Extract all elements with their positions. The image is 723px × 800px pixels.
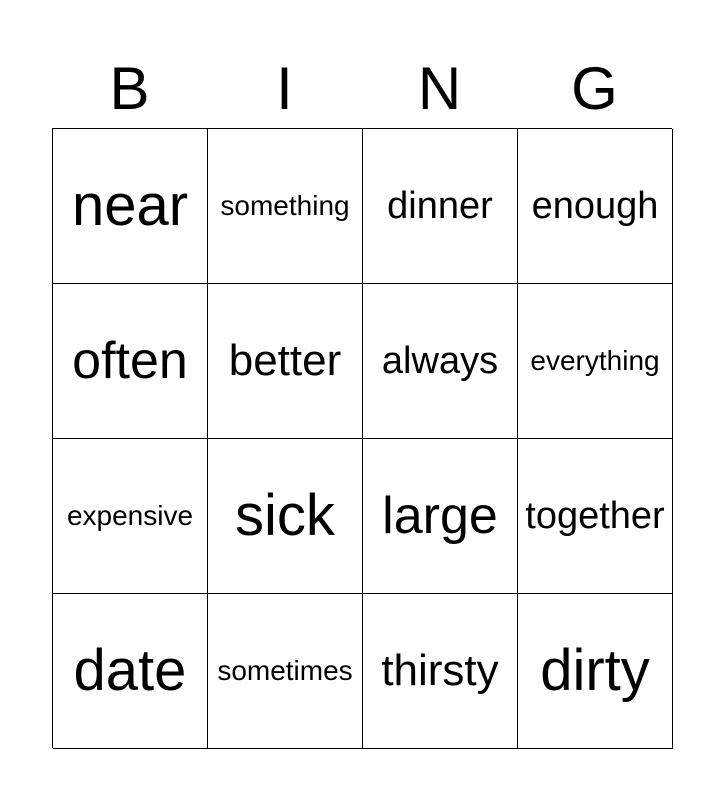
bingo-cell-r2-c2[interactable]: better xyxy=(208,284,363,439)
bingo-cell-r1-c3[interactable]: dinner xyxy=(363,129,518,284)
bingo-cell-r3-c2[interactable]: sick xyxy=(208,439,363,594)
bingo-cell-r3-c3[interactable]: large xyxy=(363,439,518,594)
bingo-cell-r1-c4[interactable]: enough xyxy=(518,129,673,284)
bingo-cell-r3-c1[interactable]: expensive xyxy=(53,439,208,594)
header-letter-i: I xyxy=(276,55,293,122)
header-letter-g: G xyxy=(571,55,618,122)
bingo-cell-r4-c2[interactable]: sometimes xyxy=(208,594,363,749)
bingo-cell-r1-c1[interactable]: near xyxy=(53,129,208,284)
bingo-cell-r2-c3[interactable]: always xyxy=(363,284,518,439)
bingo-cell-r4-c1[interactable]: date xyxy=(53,594,208,749)
bingo-cell-r4-c4[interactable]: dirty xyxy=(518,594,673,749)
bingo-cell-r3-c4[interactable]: together xyxy=(518,439,673,594)
bingo-board xyxy=(52,128,672,748)
bingo-cell-r1-c2[interactable]: something xyxy=(208,129,363,284)
bingo-cell-r2-c1[interactable]: often xyxy=(53,284,208,439)
header-letter-b: B xyxy=(109,55,150,122)
bingo-cell-r4-c3[interactable]: thirsty xyxy=(363,594,518,749)
bingo-header xyxy=(52,50,672,128)
bingo-cell-r2-c4[interactable]: everything xyxy=(518,284,673,439)
header-letter-n: N xyxy=(417,55,462,122)
